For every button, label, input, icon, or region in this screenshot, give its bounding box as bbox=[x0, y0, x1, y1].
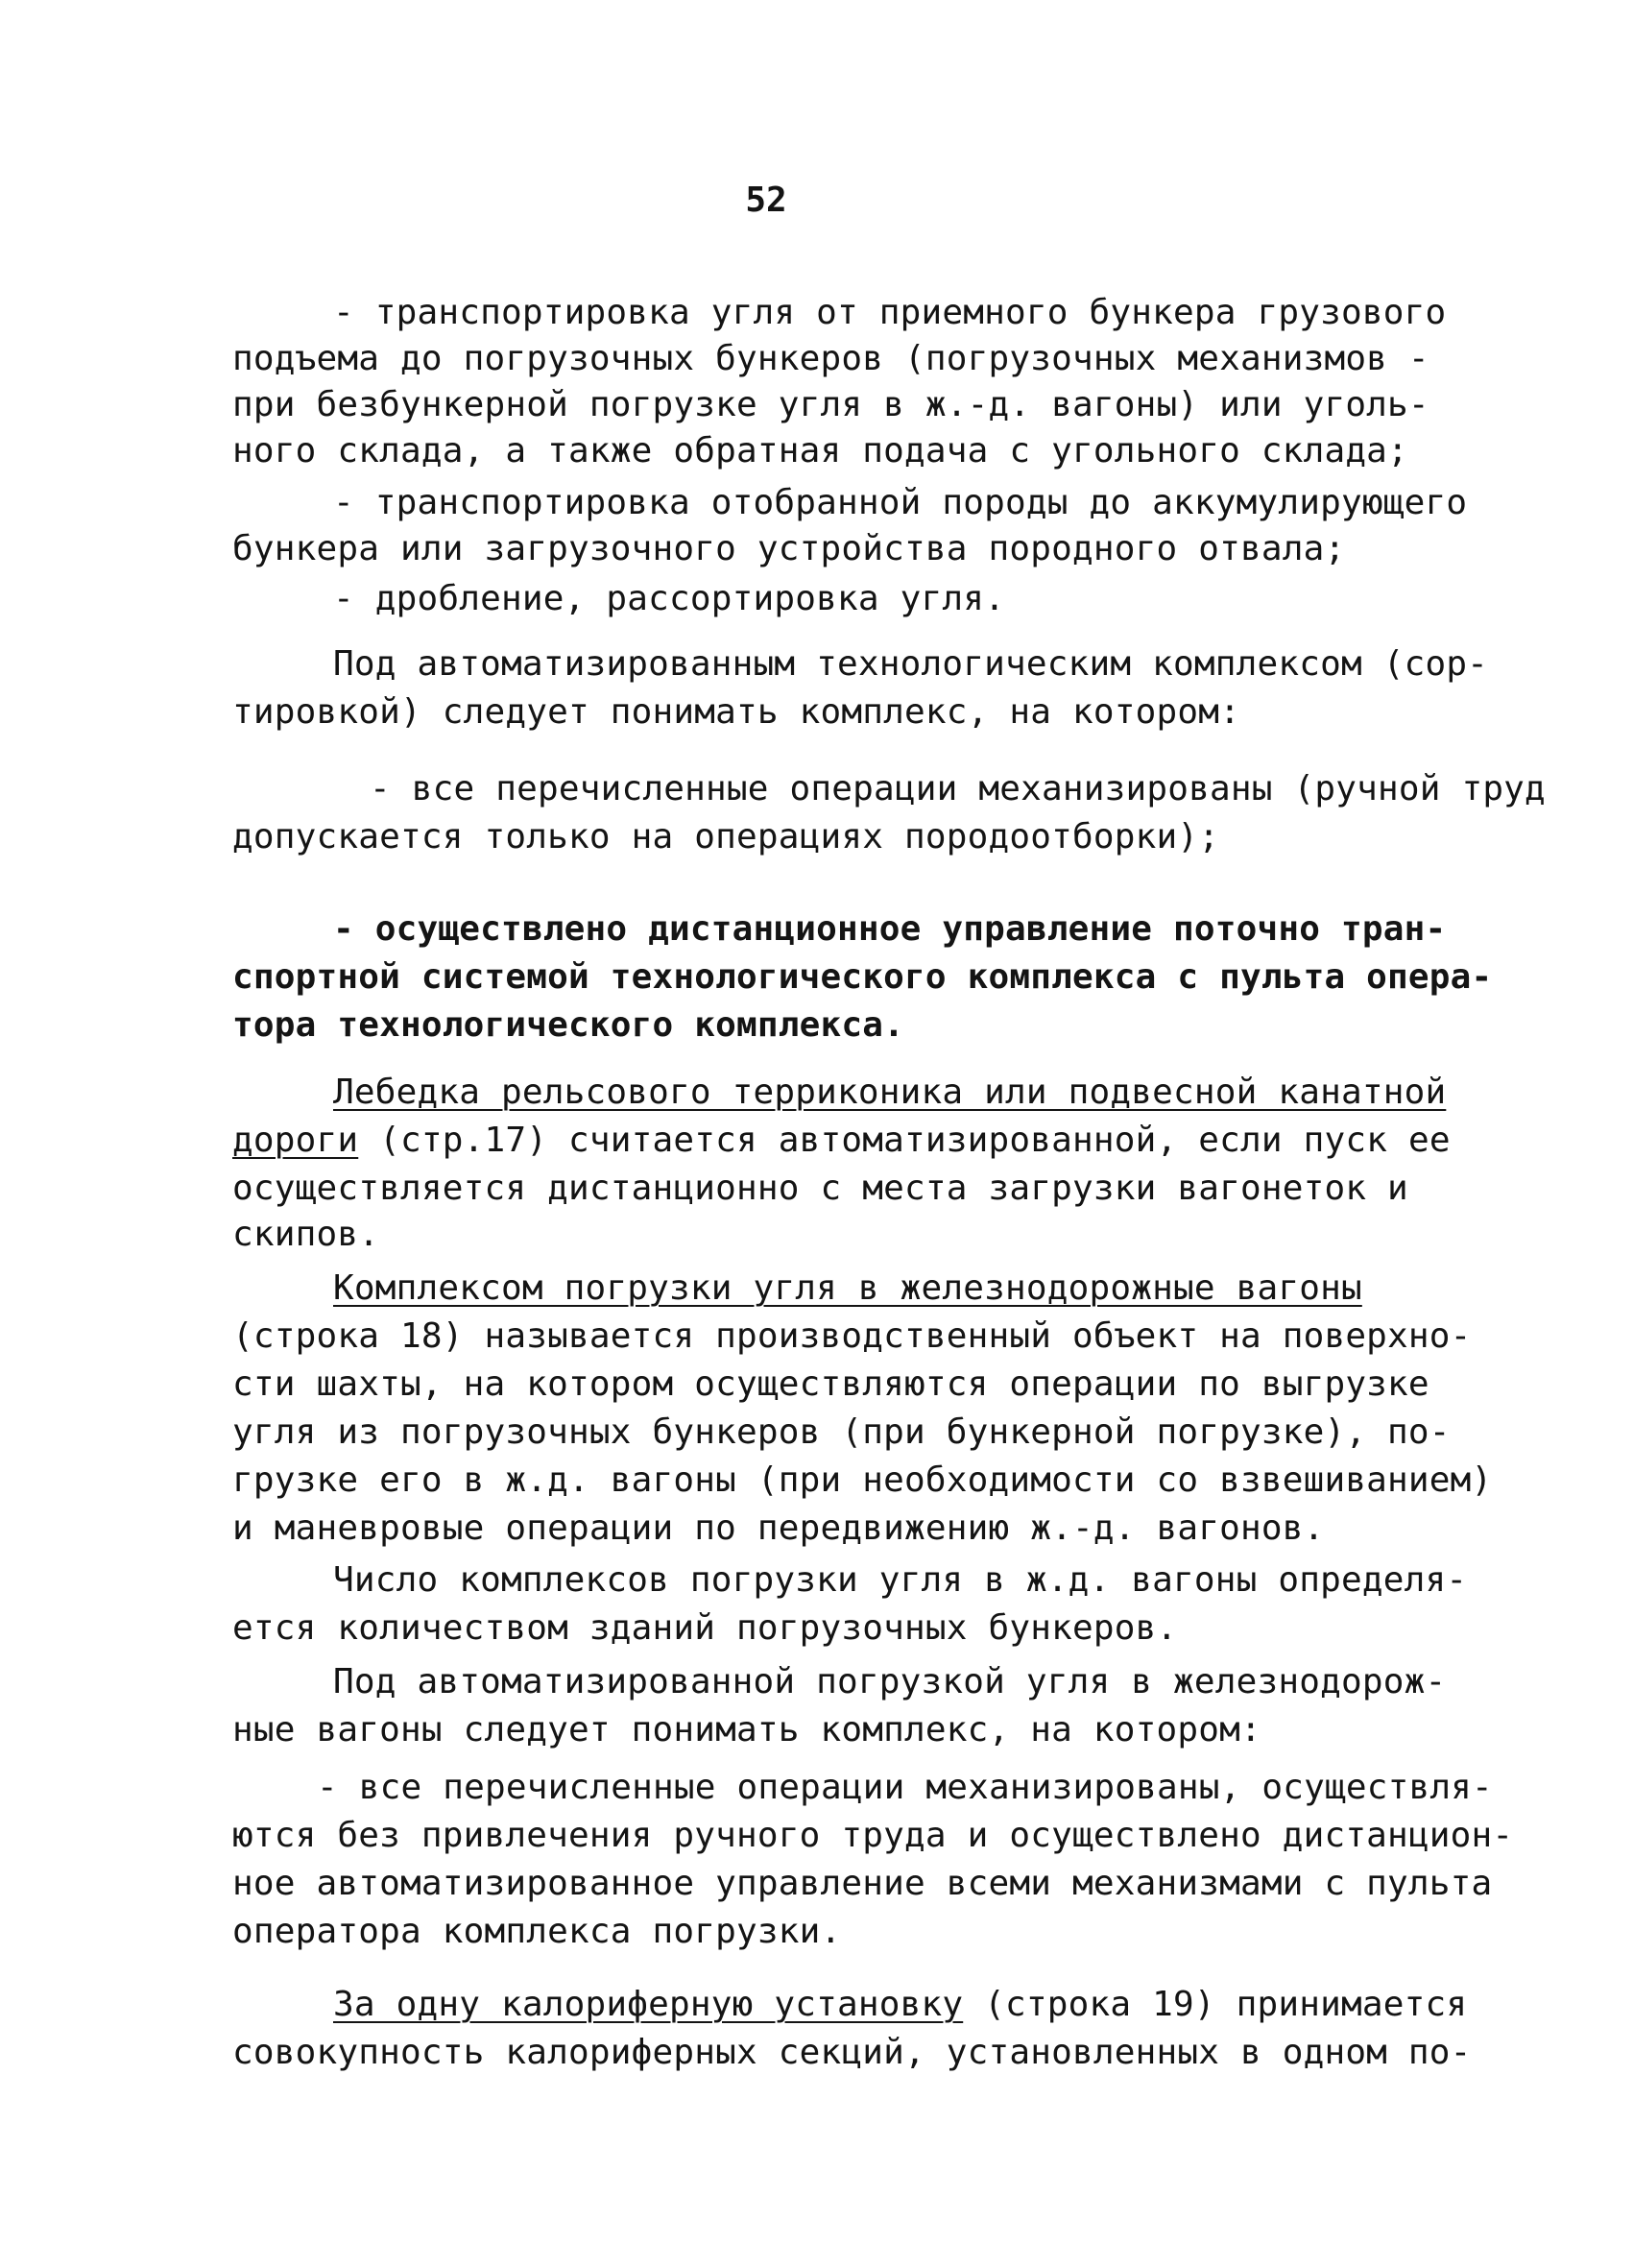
text-line: допускается только на операциях породоотборки); bbox=[232, 817, 1220, 857]
text-line: ные вагоны следует понимать комплекс, на котором: bbox=[232, 1710, 1261, 1749]
text-line: и маневровые операции по передвижению ж.-д. вагонов. bbox=[232, 1508, 1325, 1548]
text-line: Под автоматизированным технологическим комплексом (сор- bbox=[333, 644, 1489, 684]
text-line: тора технологического комплекса. bbox=[232, 1005, 904, 1045]
text-line: совокупность калориферных секций, установленных в одном по- bbox=[232, 2033, 1472, 2072]
text-line: грузке его в ж.д. вагоны (при необходимости со взвешиванием) bbox=[232, 1460, 1493, 1500]
underlined-term: Комплексом погрузки угля в железнодорожные вагоны bbox=[333, 1268, 1362, 1308]
page-number: 52 bbox=[745, 181, 787, 220]
text-line: - осуществлено дистанционное управление поточно тран- bbox=[333, 909, 1447, 949]
text-line: Под автоматизированной погрузкой угля в железнодорож- bbox=[333, 1662, 1447, 1701]
text-line: бункера или загрузочного устройства породного отвала; bbox=[232, 529, 1346, 568]
text-line: - все перечисленные операции механизированы (ручной труд bbox=[370, 769, 1546, 808]
text-line bbox=[232, 1118, 1451, 1164]
text-line: Число комплексов погрузки угля в ж.д. вагоны определя- bbox=[333, 1560, 1468, 1600]
text-line: скипов. bbox=[232, 1215, 380, 1254]
text-line: угля из погрузочных бункеров (при бункерной погрузке), по- bbox=[232, 1412, 1451, 1452]
underlined-term: Лебедка рельсового терриконика или подвесной канатной bbox=[333, 1073, 1447, 1112]
text-line: осуществляется дистанционно с места загрузки вагонеток и bbox=[232, 1169, 1408, 1208]
text-span: (стр.17) считается автоматизированной, если пуск ее bbox=[358, 1121, 1451, 1160]
text-line: - все перечисленные операции механизированы, осуществля- bbox=[317, 1768, 1493, 1807]
underlined-term: дороги bbox=[232, 1121, 359, 1160]
text-line: ется количеством зданий погрузочных бункеров. bbox=[232, 1608, 1178, 1648]
text-line: ются без привлечения ручного труда и осуществлено дистанцион- bbox=[232, 1816, 1514, 1855]
text-line bbox=[333, 1982, 1467, 2028]
text-line: сти шахты, на котором осуществляются операции по выгрузке bbox=[232, 1364, 1429, 1404]
text-line: тировкой) следует понимать комплекс, на котором: bbox=[232, 692, 1240, 732]
underlined-term: За одну калориферную установку bbox=[333, 1985, 964, 2024]
text-span: (строка 19) принимается bbox=[963, 1985, 1468, 2024]
text-line: ного склада, а также обратная подача с угольного склада; bbox=[232, 431, 1408, 470]
text-line: оператора комплекса погрузки. bbox=[232, 1912, 842, 1951]
text-line: - транспортировка отобранной породы до аккумулирующего bbox=[333, 483, 1468, 522]
text-line: спортной системой технологического комплекса с пульта опера- bbox=[232, 957, 1493, 997]
text-line: - транспортировка угля от приемного бункера грузового bbox=[333, 293, 1447, 332]
text-line: подъема до погрузочных бункеров (погрузочных механизмов - bbox=[232, 339, 1429, 378]
text-line: (строка 18) называется производственный объект на поверхно- bbox=[232, 1316, 1472, 1356]
text-line: при безбункерной погрузке угля в ж.-д. вагоны) или уголь- bbox=[232, 385, 1429, 424]
text-line: ное автоматизированное управление всеми механизмами с пульта bbox=[232, 1864, 1493, 1903]
text-line: - дробление, рассортировка угля. bbox=[333, 579, 1005, 618]
